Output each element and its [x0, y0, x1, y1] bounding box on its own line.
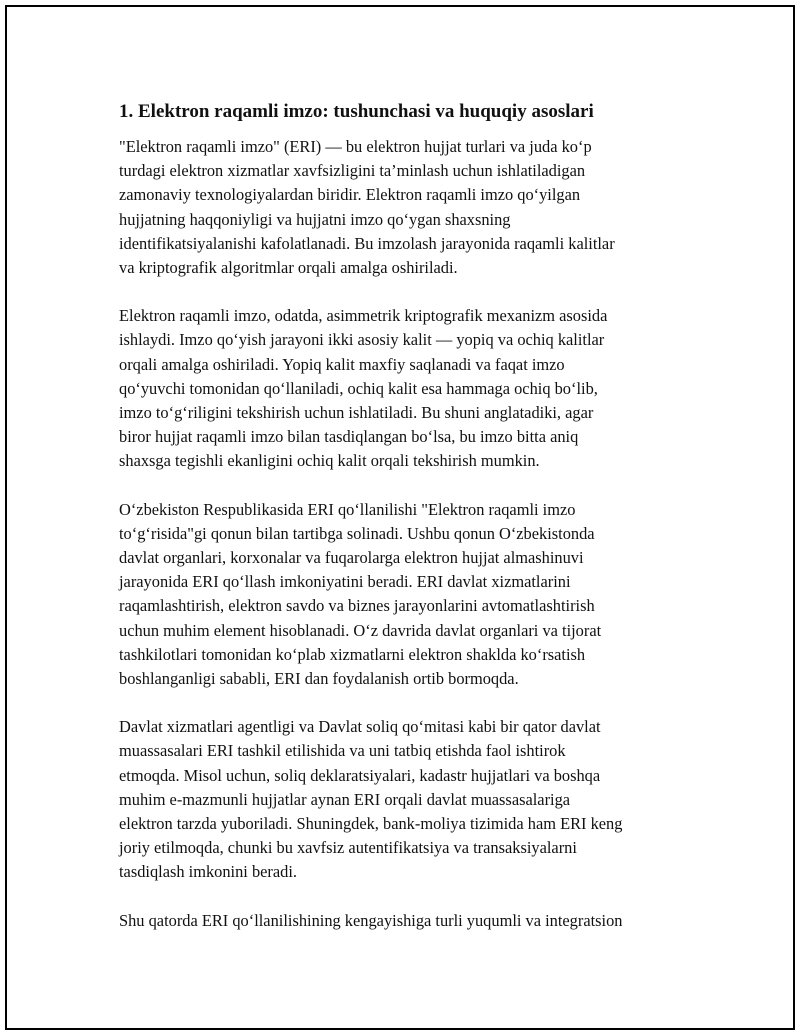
- paragraph-1: [119, 135, 694, 280]
- paragraph-line: muhim e-mazmunli hujjatlar aynan ERI orqali davlat muassasalariga: [119, 789, 571, 809]
- paragraph-line: Shu qatorda ERI qo‘llanilishining kengayishiga turli yuqumli va integratsion: [119, 910, 623, 930]
- paragraph-line: davlat organlari, korxonalar va fuqarolarga elektron hujjat almashinuvi: [119, 548, 584, 568]
- paragraph-line: imzo to‘g‘riligini tekshirish uchun ishlatiladi. Bu shuni anglatadiki, agar: [119, 403, 594, 423]
- paragraph-line: orqali amalga oshiriladi. Yopiq kalit maxfiy saqlanadi va faqat imzo: [119, 354, 565, 374]
- paragraph-line: "Elektron raqamli imzo" (ERI) — bu elektron hujjat turlari va juda ko‘p: [119, 137, 592, 156]
- paragraph-line: Davlat xizmatlari agentligi va Davlat soliq qo‘mitasi kabi bir qator davlat: [119, 717, 601, 737]
- paragraph-line: turdagi elektron xizmatlar xavfsizligini ta’minlash uchun ishlatiladigan: [119, 161, 586, 181]
- paragraph-line: etmoqda. Misol uchun, soliq deklaratsiyalari, kadastr hujjatlari va boshqa: [119, 765, 601, 785]
- paragraph-line: va kriptografik algoritmlar orqali amalga oshiriladi.: [119, 258, 458, 278]
- paragraph-line: biror hujjat raqamli imzo bilan tasdiqlangan bo‘lsa, bu imzo bitta aniq: [119, 427, 579, 447]
- paragraph-2: [119, 304, 694, 473]
- paragraph-line: ishlaydi. Imzo qo‘yish jarayoni ikki asosiy kalit — yopiq va ochiq kalitlar: [119, 330, 605, 350]
- paragraph-line: joriy etilmoqda, chunki bu xavfsiz autentifikatsiya va transaksiyalarni: [119, 838, 577, 858]
- section-heading: 1. Elektron raqamli imzo: tushunchasi va huquqiy asoslari: [119, 101, 594, 122]
- paragraph-line: tasdiqlash imkonini beradi.: [119, 862, 297, 882]
- paragraph-line: to‘g‘risida"gi qonun bilan tartibga solinadi. Ushbu qonun O‘zbekistonda: [119, 523, 595, 543]
- paragraph-5: [119, 909, 694, 933]
- page-frame: [5, 5, 795, 1030]
- paragraph-line: uchun muhim element hisoblanadi. O‘z davrida davlat organlari va tijorat: [119, 620, 602, 640]
- paragraph-line: jarayonida ERI qo‘llash imkoniyatini beradi. ERI davlat xizmatlarini: [119, 572, 571, 592]
- paragraph-4: [119, 715, 694, 884]
- paragraph-line: qo‘yuvchi tomonidan qo‘llaniladi, ochiq kalit esa hammaga ochiq bo‘lib,: [119, 378, 598, 398]
- paragraph-line: tashkilotlari tomonidan ko‘plab xizmatlarni elektron shaklda ko‘rsatish: [119, 644, 586, 664]
- paragraph-line: elektron tarzda yuboriladi. Shuningdek, bank-moliya tizimida ham ERI keng: [119, 814, 623, 834]
- paragraph-line: identifikatsiyalanishi kafolatlanadi. Bu imzolash jarayonida raqamli kalitlar: [119, 233, 615, 253]
- paragraph-line: Elektron raqamli imzo, odatda, asimmetrik kriptografik mexanizm asosida: [119, 306, 608, 326]
- paragraph-line: O‘zbekiston Respublikasida ERI qo‘llanilishi "Elektron raqamli imzo: [119, 499, 576, 519]
- paragraph-line: raqamlashtirish, elektron savdo va biznes jarayonlarini avtomatlashtirish: [119, 596, 595, 616]
- document-body: [119, 99, 694, 957]
- paragraph-line: shaxsga tegishli ekanligini ochiq kalit orqali tekshirish mumkin.: [119, 451, 540, 471]
- paragraph-line: hujjatning haqqoniyligi va hujjatni imzo qo‘ygan shaxsning: [119, 209, 511, 229]
- paragraph-line: zamonaviy texnologiyalardan biridir. Elektron raqamli imzo qo‘yilgan: [119, 185, 581, 205]
- paragraph-line: muassasalari ERI tashkil etilishida va uni tatbiq etishda faol ishtirok: [119, 741, 566, 761]
- paragraph-line: boshlanganligi sababli, ERI dan foydalanish ortib bormoqda.: [119, 669, 519, 689]
- paragraph-3: [119, 498, 694, 692]
